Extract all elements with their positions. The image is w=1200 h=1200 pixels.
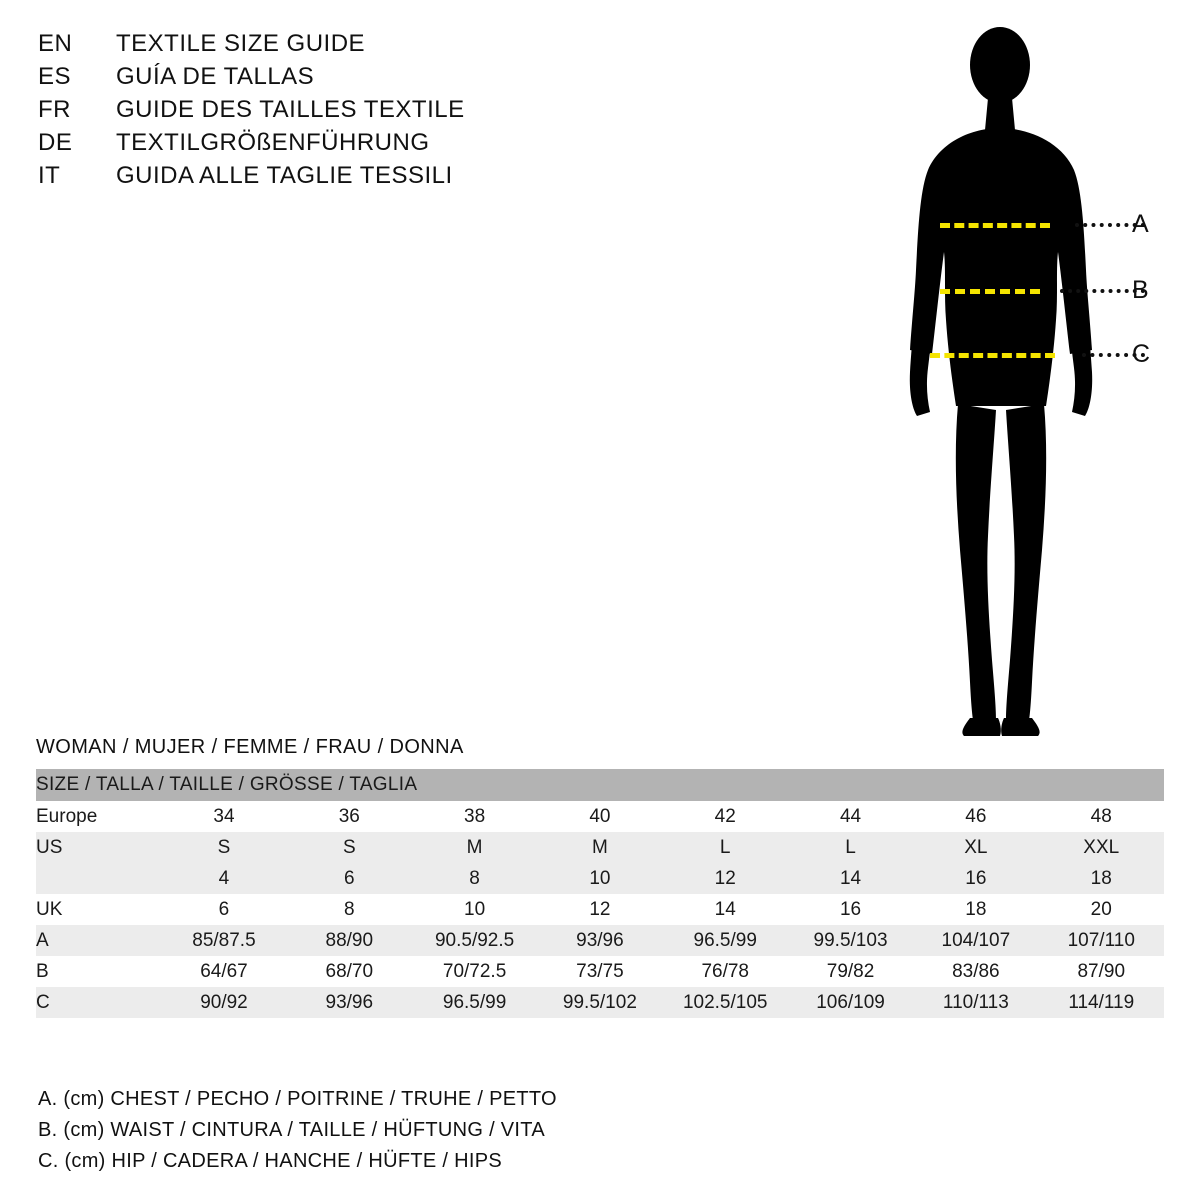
cell: 106/109 (788, 987, 913, 1018)
cell: 6 (287, 863, 412, 894)
cell: XXL (1039, 832, 1165, 863)
cell: 10 (412, 894, 537, 925)
size-table (36, 769, 1164, 1018)
language-code: FR (38, 96, 71, 123)
row-label: Europe (36, 801, 161, 832)
language-row (38, 63, 658, 96)
cell: 96.5/99 (663, 925, 788, 956)
cell: L (663, 832, 788, 863)
cell: 93/96 (537, 925, 662, 956)
table-header-label: SIZE / TALLA / TAILLE / GRÖSSE / TAGLIA (36, 769, 1164, 801)
cell: 16 (788, 894, 913, 925)
cell: 6 (161, 894, 286, 925)
cell: 8 (287, 894, 412, 925)
table-header-row (36, 769, 1164, 801)
chest-measure-line (940, 223, 1050, 228)
legend-line-chest: A. (cm) CHEST / PECHO / POITRINE / TRUHE / PETTO (38, 1088, 557, 1110)
cell: 93/96 (287, 987, 412, 1018)
cell: S (287, 832, 412, 863)
language-code: DE (38, 129, 73, 156)
row-label: A (36, 925, 161, 956)
cell: 18 (913, 894, 1038, 925)
cell: 16 (913, 863, 1038, 894)
language-code: EN (38, 30, 73, 57)
legend-line-hip: C. (cm) HIP / CADERA / HANCHE / HÜFTE / HIPS (38, 1150, 502, 1172)
cell: 110/113 (913, 987, 1038, 1018)
body-measurement-figure (860, 20, 1190, 740)
row-label: UK (36, 894, 161, 925)
language-code: ES (38, 63, 72, 90)
waist-measure-label: B (1132, 276, 1149, 304)
cell: 99.5/103 (788, 925, 913, 956)
table-row (36, 894, 1164, 925)
language-row (38, 162, 658, 195)
cell: 88/90 (287, 925, 412, 956)
language-title: GUÍA DE TALLAS (116, 63, 315, 90)
cell: 38 (412, 801, 537, 832)
cell: 12 (537, 894, 662, 925)
cell: S (161, 832, 286, 863)
row-label: B (36, 956, 161, 987)
table-row (36, 956, 1164, 987)
cell: 114/119 (1039, 987, 1165, 1018)
cell: 68/70 (287, 956, 412, 987)
cell: 73/75 (537, 956, 662, 987)
cell: L (788, 832, 913, 863)
cell: 20 (1039, 894, 1165, 925)
row-label (36, 863, 161, 894)
legend-line-waist: B. (cm) WAIST / CINTURA / TAILLE / HÜFTUNG / VITA (38, 1119, 545, 1141)
woman-section-heading: WOMAN / MUJER / FEMME / FRAU / DONNA (36, 736, 464, 758)
cell: 34 (161, 801, 286, 832)
chest-measure-label: A (1132, 210, 1149, 238)
table-row (36, 925, 1164, 956)
language-code: IT (38, 162, 61, 189)
language-row (38, 30, 658, 63)
cell: 99.5/102 (537, 987, 662, 1018)
cell: M (412, 832, 537, 863)
language-row (38, 129, 658, 162)
cell: 90.5/92.5 (412, 925, 537, 956)
cell: 12 (663, 863, 788, 894)
table-row (36, 987, 1164, 1018)
cell: 104/107 (913, 925, 1038, 956)
cell: 83/86 (913, 956, 1038, 987)
cell: XL (913, 832, 1038, 863)
cell: 48 (1039, 801, 1165, 832)
cell: 8 (412, 863, 537, 894)
cell: 46 (913, 801, 1038, 832)
cell: 76/78 (663, 956, 788, 987)
cell: 79/82 (788, 956, 913, 987)
table-row (36, 832, 1164, 863)
language-row (38, 96, 658, 129)
cell: 70/72.5 (412, 956, 537, 987)
cell: 10 (537, 863, 662, 894)
cell: 14 (663, 894, 788, 925)
cell: 40 (537, 801, 662, 832)
cell: 14 (788, 863, 913, 894)
cell: 44 (788, 801, 913, 832)
language-title: TEXTILGRÖßENFÜHRUNG (116, 129, 430, 156)
table-row (36, 801, 1164, 832)
female-silhouette-icon (860, 20, 1190, 740)
language-title-list (38, 30, 658, 195)
cell: 64/67 (161, 956, 286, 987)
waist-measure-line (940, 289, 1040, 294)
cell: 4 (161, 863, 286, 894)
cell: 18 (1039, 863, 1165, 894)
table-row (36, 863, 1164, 894)
hip-measure-line (930, 353, 1055, 358)
cell: 102.5/105 (663, 987, 788, 1018)
hip-measure-label: C (1132, 340, 1151, 368)
language-title: GUIDE DES TAILLES TEXTILE (116, 96, 465, 123)
row-label: C (36, 987, 161, 1018)
language-title: GUIDA ALLE TAGLIE TESSILI (116, 162, 453, 189)
cell: M (537, 832, 662, 863)
measurement-legend (38, 1088, 838, 1181)
cell: 96.5/99 (412, 987, 537, 1018)
size-table-section (36, 736, 1164, 1018)
cell: 90/92 (161, 987, 286, 1018)
cell: 107/110 (1039, 925, 1165, 956)
cell: 87/90 (1039, 956, 1165, 987)
row-label: US (36, 832, 161, 863)
language-title: TEXTILE SIZE GUIDE (116, 30, 366, 57)
cell: 85/87.5 (161, 925, 286, 956)
cell: 42 (663, 801, 788, 832)
cell: 36 (287, 801, 412, 832)
